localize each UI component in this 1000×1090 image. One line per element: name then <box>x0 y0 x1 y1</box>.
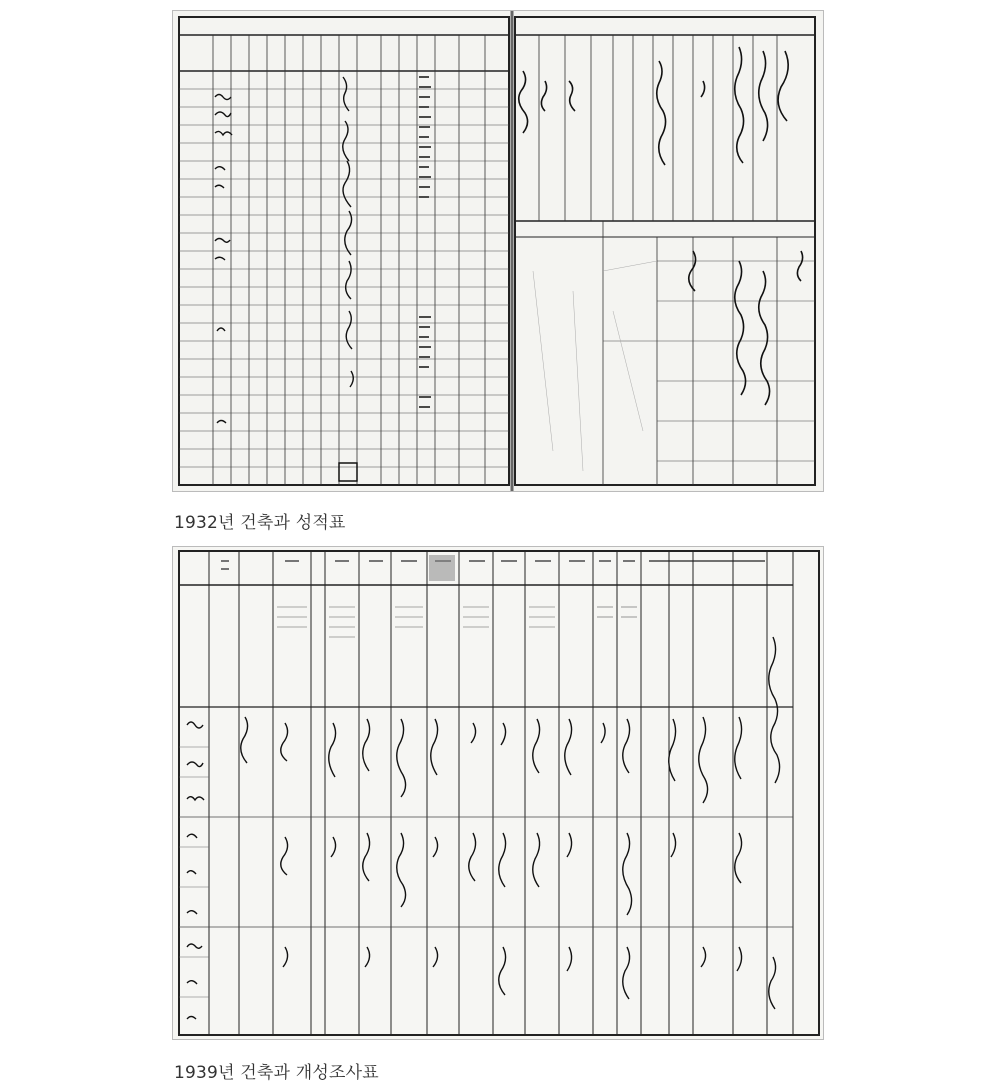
figure-caption-1932: 1932년 건축과 성적표 <box>174 513 346 533</box>
grade-report-ledger-lines <box>173 11 823 491</box>
figure-caption-1939: 1939년 건축과 개성조사표 <box>174 1063 379 1083</box>
personality-survey-1939-scan <box>172 546 824 1040</box>
personality-survey-ledger-lines <box>173 547 823 1039</box>
grade-report-1932-scan <box>172 10 824 492</box>
